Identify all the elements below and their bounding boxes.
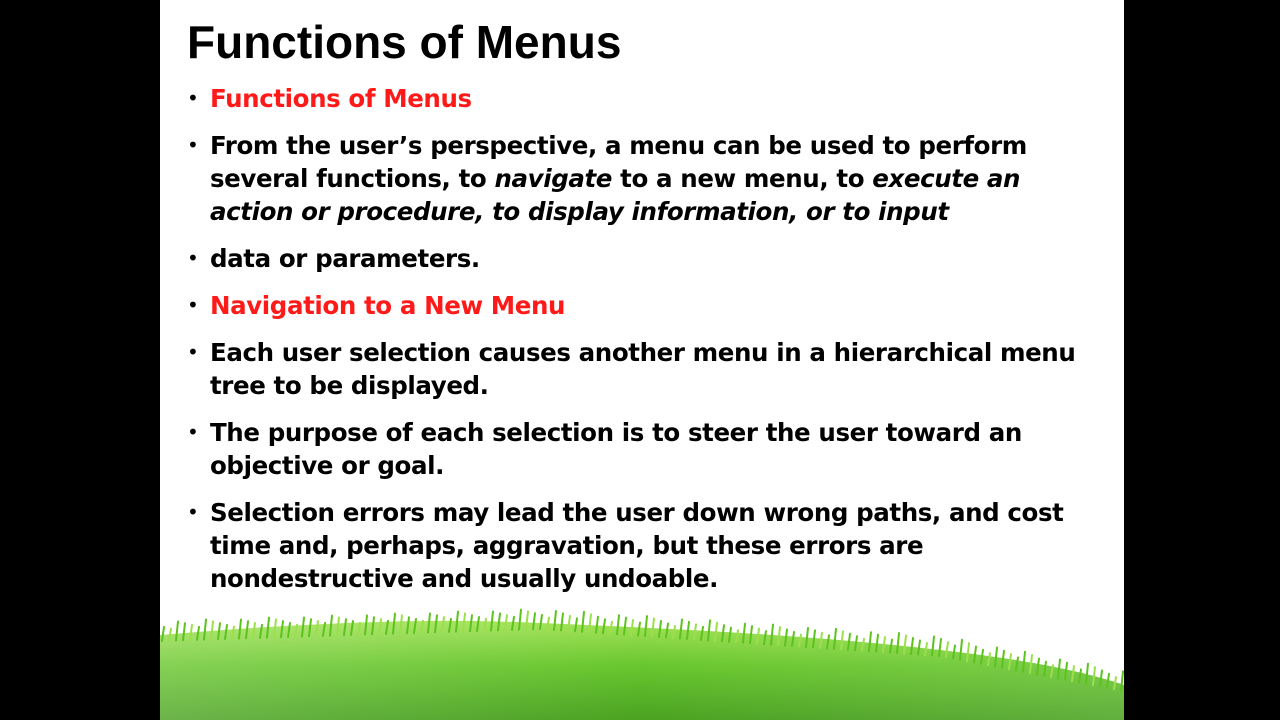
slide: [160, 0, 1124, 720]
bullet-text: The purpose of each selection is to steer the user toward an objective or goal.: [210, 418, 1022, 480]
bullet-item: [187, 129, 1102, 228]
bullet-dot-icon: •: [187, 293, 199, 317]
bullet-text: navigate: [494, 164, 613, 193]
bullet-heading: [187, 289, 1102, 322]
bullet-text: Navigation to a New Menu: [210, 291, 566, 320]
bullet-item: [187, 496, 1102, 595]
bullet-list: [187, 82, 1102, 609]
bullet-text: From the user’s perspective, a menu can be used to perform several functions, to: [210, 131, 1027, 193]
bullet-dot-icon: •: [187, 133, 199, 157]
bullet-item: [187, 242, 1102, 275]
bullet-text: execute an action or procedure, to display information, or to input: [210, 164, 1021, 226]
bullet-dot-icon: •: [187, 86, 199, 110]
bullet-dot-icon: •: [187, 340, 199, 364]
bullet-text: to a new menu, to: [612, 164, 873, 193]
bullet-text: Functions of Menus: [210, 84, 472, 113]
bullet-dot-icon: •: [187, 500, 199, 524]
bullet-text: Each user selection causes another menu in a hierarchical menu tree to be displayed.: [210, 338, 1076, 400]
bullet-item: [187, 336, 1102, 402]
bullet-heading: [187, 82, 1102, 115]
bullet-text: Selection errors may lead the user down wrong paths, and cost time and, perhaps, aggravation, but these errors are nondestructive and usually undoable.: [210, 498, 1064, 593]
bullet-dot-icon: •: [187, 420, 199, 444]
bullet-item: [187, 416, 1102, 482]
slide-title: Functions of Menus: [187, 16, 622, 68]
bullet-text: data or parameters.: [210, 244, 480, 273]
bullet-dot-icon: •: [187, 246, 199, 270]
grass-hill-image: [160, 595, 1124, 720]
